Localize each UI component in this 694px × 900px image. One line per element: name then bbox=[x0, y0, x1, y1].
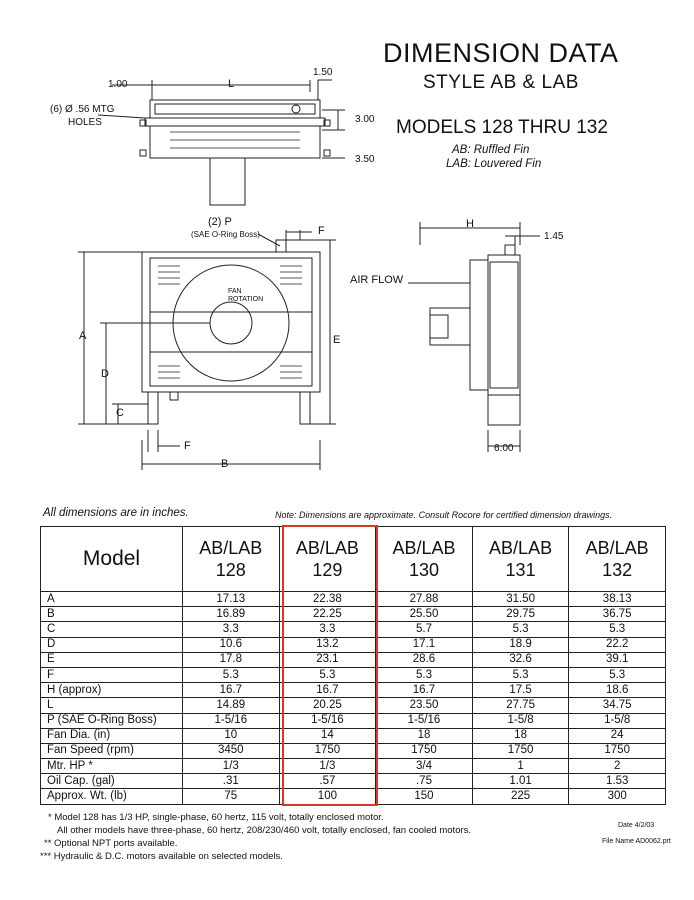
table-cell: .75 bbox=[376, 774, 473, 789]
table-cell: 10.6 bbox=[183, 637, 280, 652]
table-row bbox=[41, 592, 666, 607]
table-cell: 5.3 bbox=[279, 667, 376, 682]
table-cell: 1-5/16 bbox=[279, 713, 376, 728]
front-view-drawing bbox=[78, 230, 336, 470]
column-header: AB/LAB 132 bbox=[569, 527, 666, 592]
table-cell: 22.25 bbox=[279, 607, 376, 622]
table-row bbox=[41, 637, 666, 652]
table-cell: 20.25 bbox=[279, 698, 376, 713]
table-cell: 1.53 bbox=[569, 774, 666, 789]
table-cell: 29.75 bbox=[472, 607, 569, 622]
table-cell: 3.3 bbox=[183, 622, 280, 637]
table-cell: 150 bbox=[376, 789, 473, 804]
dim-C: C bbox=[116, 407, 124, 419]
row-label: Fan Dia. (in) bbox=[41, 728, 183, 743]
table-cell: 31.50 bbox=[472, 592, 569, 607]
row-label: L bbox=[41, 698, 183, 713]
table-cell: 75 bbox=[183, 789, 280, 804]
table-cell: 1750 bbox=[569, 743, 666, 758]
table-cell: 1750 bbox=[279, 743, 376, 758]
table-cell: 225 bbox=[472, 789, 569, 804]
fan-rotation-label: ROTATION bbox=[228, 296, 264, 303]
table-cell: 1 bbox=[472, 759, 569, 774]
table-cell: 5.3 bbox=[472, 622, 569, 637]
table-cell: 1-5/16 bbox=[376, 713, 473, 728]
air-flow-label: AIR FLOW bbox=[350, 274, 404, 286]
table-cell: 14 bbox=[279, 728, 376, 743]
table-cell: 38.13 bbox=[569, 592, 666, 607]
table-cell: 23.1 bbox=[279, 652, 376, 667]
table-cell: 17.8 bbox=[183, 652, 280, 667]
table-cell: 100 bbox=[279, 789, 376, 804]
table-cell: 27.75 bbox=[472, 698, 569, 713]
table-cell: 16.89 bbox=[183, 607, 280, 622]
table-cell: 18.6 bbox=[569, 683, 666, 698]
model-header: Model bbox=[41, 527, 183, 592]
dim-1-45: 1.45 bbox=[544, 231, 564, 242]
dim-F-top: F bbox=[318, 225, 325, 237]
row-label: B bbox=[41, 607, 183, 622]
table-cell: 16.7 bbox=[279, 683, 376, 698]
table-cell: 22.2 bbox=[569, 637, 666, 652]
table-cell: 16.7 bbox=[183, 683, 280, 698]
table-cell: 1-5/8 bbox=[472, 713, 569, 728]
table-cell: 3450 bbox=[183, 743, 280, 758]
table-cell: .31 bbox=[183, 774, 280, 789]
row-label: Oil Cap. (gal) bbox=[41, 774, 183, 789]
p-port-label: (2) P bbox=[208, 216, 232, 228]
table-cell: 17.5 bbox=[472, 683, 569, 698]
holes-label-2: HOLES bbox=[68, 117, 102, 128]
row-label: Fan Speed (rpm) bbox=[41, 743, 183, 758]
dim-3-50: 3.50 bbox=[355, 154, 375, 165]
table-row bbox=[41, 607, 666, 622]
table-cell: 5.3 bbox=[569, 622, 666, 637]
table-cell: 13.2 bbox=[279, 637, 376, 652]
dim-3-00: 3.00 bbox=[355, 114, 375, 125]
table-row bbox=[41, 667, 666, 682]
fin-lab-note: LAB: Louvered Fin bbox=[446, 158, 542, 170]
table-cell: .57 bbox=[279, 774, 376, 789]
dim-F-bottom: F bbox=[184, 440, 191, 452]
row-label: H (approx) bbox=[41, 683, 183, 698]
table-cell: 17.13 bbox=[183, 592, 280, 607]
row-label: F bbox=[41, 667, 183, 682]
dim-H: H bbox=[466, 218, 474, 230]
dim-A: A bbox=[79, 330, 87, 342]
table-cell: 23.50 bbox=[376, 698, 473, 713]
table-cell: 16.7 bbox=[376, 683, 473, 698]
table-cell: 18 bbox=[472, 728, 569, 743]
footnote-2: ** Optional NPT ports available. bbox=[44, 838, 178, 849]
row-label: E bbox=[41, 652, 183, 667]
top-view-drawing bbox=[98, 80, 345, 205]
table-cell: 1/3 bbox=[183, 759, 280, 774]
approx-note: Note: Dimensions are approximate. Consult Rocore for certified dimension drawings. bbox=[275, 510, 613, 520]
dim-1-50: 1.50 bbox=[313, 67, 333, 78]
table-cell: 5.3 bbox=[569, 667, 666, 682]
footnote-1b: All other models have three-phase, 60 hertz, 208/230/460 volt, totally enclosed, fan cooled motors. bbox=[57, 825, 472, 836]
table-cell: 1-5/8 bbox=[569, 713, 666, 728]
table-row bbox=[41, 759, 666, 774]
dim-1-00: 1.00 bbox=[108, 79, 128, 90]
table-row bbox=[41, 728, 666, 743]
table-cell: 28.6 bbox=[376, 652, 473, 667]
date-stamp: Date 4/2/03 bbox=[618, 822, 655, 829]
table-row bbox=[41, 789, 666, 804]
table-cell: 5.3 bbox=[472, 667, 569, 682]
table-cell: 22.38 bbox=[279, 592, 376, 607]
table-cell: 1-5/16 bbox=[183, 713, 280, 728]
table-cell: 36.75 bbox=[569, 607, 666, 622]
footnote-3: *** Hydraulic & D.C. motors available on selected models. bbox=[40, 851, 283, 862]
dim-6-00: 6.00 bbox=[494, 443, 514, 454]
table-cell: 34.75 bbox=[569, 698, 666, 713]
dim-E: E bbox=[333, 334, 341, 346]
file-name: File Name AD0062.prt bbox=[602, 838, 671, 845]
holes-label: (6) Ø .56 MTG bbox=[50, 104, 115, 115]
column-header: AB/LAB 128 bbox=[183, 527, 280, 592]
table-cell: 17.1 bbox=[376, 637, 473, 652]
table-cell: 10 bbox=[183, 728, 280, 743]
side-view-drawing bbox=[408, 222, 540, 452]
table-row bbox=[41, 743, 666, 758]
table-row bbox=[41, 713, 666, 728]
row-label: A bbox=[41, 592, 183, 607]
column-header: AB/LAB 131 bbox=[472, 527, 569, 592]
table-row bbox=[41, 774, 666, 789]
page-title: DIMENSION DATA bbox=[383, 38, 619, 68]
table-cell: 1/3 bbox=[279, 759, 376, 774]
table-cell: 300 bbox=[569, 789, 666, 804]
column-header: AB/LAB 130 bbox=[376, 527, 473, 592]
table-row bbox=[41, 652, 666, 667]
table-cell: 18.9 bbox=[472, 637, 569, 652]
column-header: AB/LAB 129 bbox=[279, 527, 376, 592]
table-row bbox=[41, 683, 666, 698]
footnote-1: * Model 128 has 1/3 HP, single-phase, 60 hertz, 115 volt, totally enclosed motor. bbox=[48, 812, 384, 823]
table-cell: 18 bbox=[376, 728, 473, 743]
fin-ab-note: AB: Ruffled Fin bbox=[452, 144, 530, 156]
table-cell: 25.50 bbox=[376, 607, 473, 622]
table-cell: 39.1 bbox=[569, 652, 666, 667]
table-cell: 2 bbox=[569, 759, 666, 774]
models-heading: MODELS 128 THRU 132 bbox=[396, 117, 608, 138]
table-header-row bbox=[41, 527, 666, 592]
dim-L: L bbox=[228, 78, 235, 90]
table-cell: 3/4 bbox=[376, 759, 473, 774]
table-cell: 32.6 bbox=[472, 652, 569, 667]
table-row bbox=[41, 622, 666, 637]
table-cell: 5.3 bbox=[376, 667, 473, 682]
row-label: Mtr. HP * bbox=[41, 759, 183, 774]
table-cell: 27.88 bbox=[376, 592, 473, 607]
table-cell: 5.3 bbox=[183, 667, 280, 682]
table-cell: 1750 bbox=[472, 743, 569, 758]
dim-D: D bbox=[101, 368, 109, 380]
table-row bbox=[41, 698, 666, 713]
table-cell: 3.3 bbox=[279, 622, 376, 637]
row-label: P (SAE O-Ring Boss) bbox=[41, 713, 183, 728]
row-label: C bbox=[41, 622, 183, 637]
page-subtitle: STYLE AB & LAB bbox=[423, 72, 579, 93]
dimension-table bbox=[40, 526, 666, 805]
units-note: All dimensions are in inches. bbox=[43, 507, 189, 519]
fan-label: FAN bbox=[228, 288, 242, 295]
row-label: D bbox=[41, 637, 183, 652]
table-cell: 5.7 bbox=[376, 622, 473, 637]
table-cell: 14.89 bbox=[183, 698, 280, 713]
table-cell: 1750 bbox=[376, 743, 473, 758]
dim-B: B bbox=[221, 458, 229, 470]
table-cell: 24 bbox=[569, 728, 666, 743]
table-cell: 1.01 bbox=[472, 774, 569, 789]
row-label: Approx. Wt. (lb) bbox=[41, 789, 183, 804]
sae-label: (SAE O-Ring Boss) bbox=[191, 230, 260, 239]
